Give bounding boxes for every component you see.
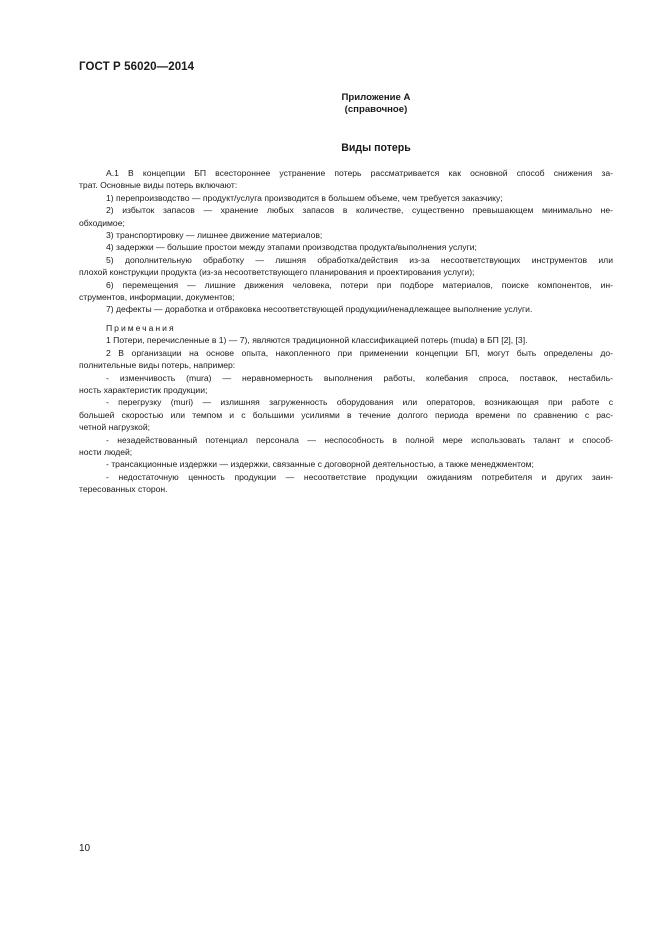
annex-status: (справочное) bbox=[344, 104, 408, 115]
paragraph-line: плохой конструкции продукта (из-за несоответствующего планирования и проектирования услуги); bbox=[79, 267, 475, 278]
paragraph-line: 2) избыток запасов — хранение любых запасов в количестве, существенно превышающем минимально не- bbox=[106, 205, 613, 216]
paragraph-line: трат. Основные виды потерь включают: bbox=[79, 180, 238, 191]
annex-heading bbox=[262, 92, 490, 116]
notes-heading: Примечания bbox=[106, 322, 176, 333]
annex-label: Приложение А bbox=[341, 92, 411, 103]
note-line: полнительные виды потерь, например: bbox=[79, 360, 236, 371]
note-line: - перегрузку (muri) — излишняя загруженность оборудования или операторов, возникающая при работе с bbox=[106, 397, 613, 408]
body-text bbox=[79, 167, 613, 496]
page-number: 10 bbox=[79, 843, 91, 854]
note-line: - недостаточную ценность продукции — несоответствие продукции ожиданиям потребителя и других заин- bbox=[106, 471, 613, 482]
paragraph-line: 1) перепроизводство — продукт/услуга производится в большем объеме, чем требуется заказчику; bbox=[106, 192, 503, 203]
paragraph-line: обходимое; bbox=[79, 217, 125, 228]
notes-list bbox=[79, 334, 613, 495]
paragraph-line: 4) задержки — большие простои между этапами производства продукта/выполнения услуги; bbox=[106, 242, 477, 253]
notes-block bbox=[79, 322, 613, 496]
note-line: четной нагрузкой; bbox=[79, 422, 151, 433]
paragraph-list bbox=[79, 167, 613, 316]
paragraph-line: 7) дефекты — доработка и отбраковка несоответствующей продукции/ненадлежащее выполнение услуги. bbox=[106, 304, 533, 315]
note-line: - незадействованный потенциал персонала — неспособность в полной мере использовать талант и способ- bbox=[106, 434, 613, 445]
note-line: - трансакционные издержки — издержки, связанные с договорной деятельностью, а также менеджментом; bbox=[106, 459, 534, 470]
paragraph-line: 6) перемещения — лишние движения человека, потери при подборе материалов, поиске компонентов, ин- bbox=[106, 279, 613, 290]
note-line: - изменчивость (mura) — неравномерность выполнения работы, колебания спроса, поставок, нестабиль- bbox=[106, 372, 613, 383]
note-line: 1 Потери, перечисленные в 1) — 7), являются традиционной классификацией потерь (muda) в БП [2], [3]. bbox=[106, 335, 528, 346]
note-line: большей скоростью или темпом и с большими усилиями в течение долгого периода времени по сравнению с рас- bbox=[79, 409, 613, 420]
section-title: Виды потерь bbox=[341, 142, 411, 154]
note-line: 2 В организации на основе опыта, накопленного при применении концепции БП, могут быть определены до- bbox=[106, 347, 613, 358]
note-line: тересованных сторон. bbox=[79, 484, 168, 495]
paragraph-line: 3) транспортировку — лишнее движение материалов; bbox=[106, 230, 323, 241]
paragraph-line: струментов, информации, документов; bbox=[79, 292, 235, 303]
note-line: ность характеристик продукции; bbox=[79, 384, 208, 395]
note-line: ности людей; bbox=[79, 446, 133, 457]
paragraph-line: 5) дополнительную обработку — лишняя обработка/действия из-за несоответствующих инструментов или bbox=[106, 254, 613, 265]
paragraph-line: А.1 В концепции БП всестороннее устранение потерь рассматривается как основной способ снижения за- bbox=[106, 168, 613, 178]
standard-id: ГОСТ Р 56020—2014 bbox=[79, 61, 195, 73]
